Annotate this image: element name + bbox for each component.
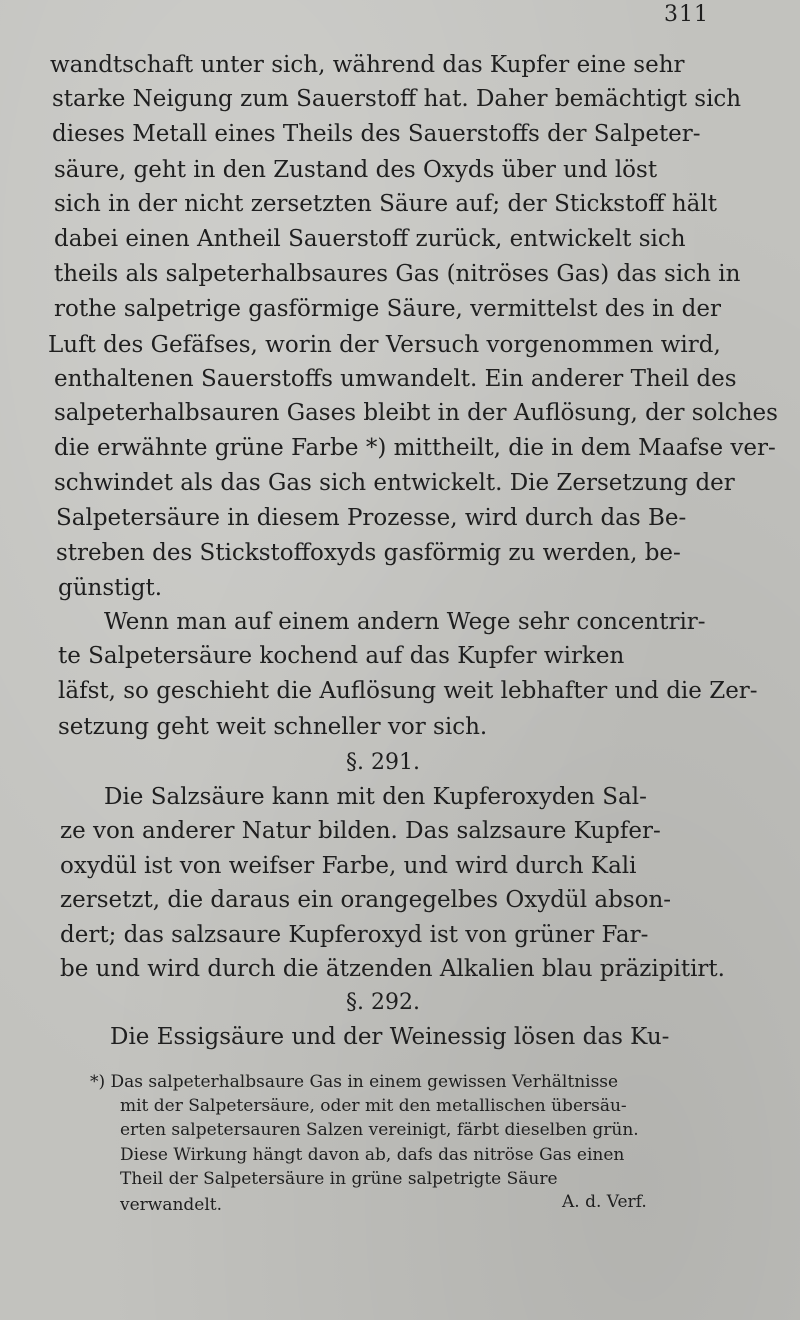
text-line: rothe salpetrige gasförmige Säure, vermittelst des in der xyxy=(54,296,722,322)
section-heading-291: §. 291. xyxy=(346,750,420,775)
text-line: dieses Metall eines Theils des Sauerstoffs der Salpeter- xyxy=(52,121,701,147)
text-line: schwindet als das Gas sich entwickelt. Die Zersetzung der xyxy=(54,470,735,496)
text-line: streben des Stickstoffoxyds gasförmig zu werden, be- xyxy=(56,540,681,566)
text-line: zersetzt, die daraus ein orangegelbes Oxydül abson- xyxy=(60,887,672,913)
section-heading-292: §. 292. xyxy=(346,990,420,1015)
footnote-author: A. d. Verf. xyxy=(562,1192,647,1212)
page-number: 311 xyxy=(664,2,709,27)
text-line: säure, geht in den Zustand des Oxyds über und löst xyxy=(54,157,658,183)
text-line: salpeterhalbsauren Gases bleibt in der Auflösung, der solches xyxy=(54,400,778,426)
text-line: setzung geht weit schneller vor sich. xyxy=(58,714,488,740)
text-line: wandtschaft unter sich, während das Kupfer eine sehr xyxy=(50,52,685,78)
text-line: Wenn man auf einem andern Wege sehr concentrir- xyxy=(104,609,706,635)
text-line: be und wird durch die ätzenden Alkalien blau präzipitirt. xyxy=(60,956,725,982)
text-line: Die Salzsäure kann mit den Kupferoxyden Sal- xyxy=(104,784,647,810)
text-line: sich in der nicht zersetzten Säure auf; der Stickstoff hält xyxy=(54,191,717,217)
footnote-line: mit der Salpetersäure, oder mit den metallischen übersäu- xyxy=(120,1096,627,1116)
text-line: die erwähnte grüne Farbe *) mittheilt, die in dem Maafse ver- xyxy=(54,435,776,461)
text-line: te Salpetersäure kochend auf das Kupfer wirken xyxy=(58,643,625,669)
footnote-line: *) Das salpeterhalbsaure Gas in einem gewissen Verhältnisse xyxy=(90,1072,619,1092)
text-line: Luft des Gefäfses, worin der Versuch vorgenommen wird, xyxy=(48,332,721,358)
text-line: starke Neigung zum Sauerstoff hat. Daher bemächtigt sich xyxy=(52,86,742,112)
footnote-line: verwandelt. xyxy=(120,1195,223,1215)
footnote-line: erten salpetersauren Salzen vereinigt, färbt dieselben grün. xyxy=(120,1120,639,1140)
footnote-line: Diese Wirkung hängt davon ab, dafs das nitröse Gas einen xyxy=(120,1145,625,1165)
text-line: dabei einen Antheil Sauerstoff zurück, entwickelt sich xyxy=(54,226,686,252)
text-line: theils als salpeterhalbsaures Gas (nitröses Gas) das sich in xyxy=(54,261,741,287)
text-line: Salpetersäure in diesem Prozesse, wird durch das Be- xyxy=(56,505,687,531)
text-line: enthaltenen Sauerstoffs umwandelt. Ein anderer Theil des xyxy=(54,366,737,392)
text-line: dert; das salzsaure Kupferoxyd ist von grüner Far- xyxy=(60,922,649,948)
text-line: läfst, so geschieht die Auflösung weit lebhafter und die Zer- xyxy=(58,678,758,704)
text-line: ze von anderer Natur bilden. Das salzsaure Kupfer- xyxy=(60,818,661,844)
footnote-line: Theil der Salpetersäure in grüne salpetrigte Säure xyxy=(120,1169,558,1189)
text-line: Die Essigsäure und der Weinessig lösen das Ku- xyxy=(110,1024,670,1050)
text-line: günstigt. xyxy=(58,575,163,601)
text-line: oxydül ist von weifser Farbe, und wird durch Kali xyxy=(60,853,637,879)
